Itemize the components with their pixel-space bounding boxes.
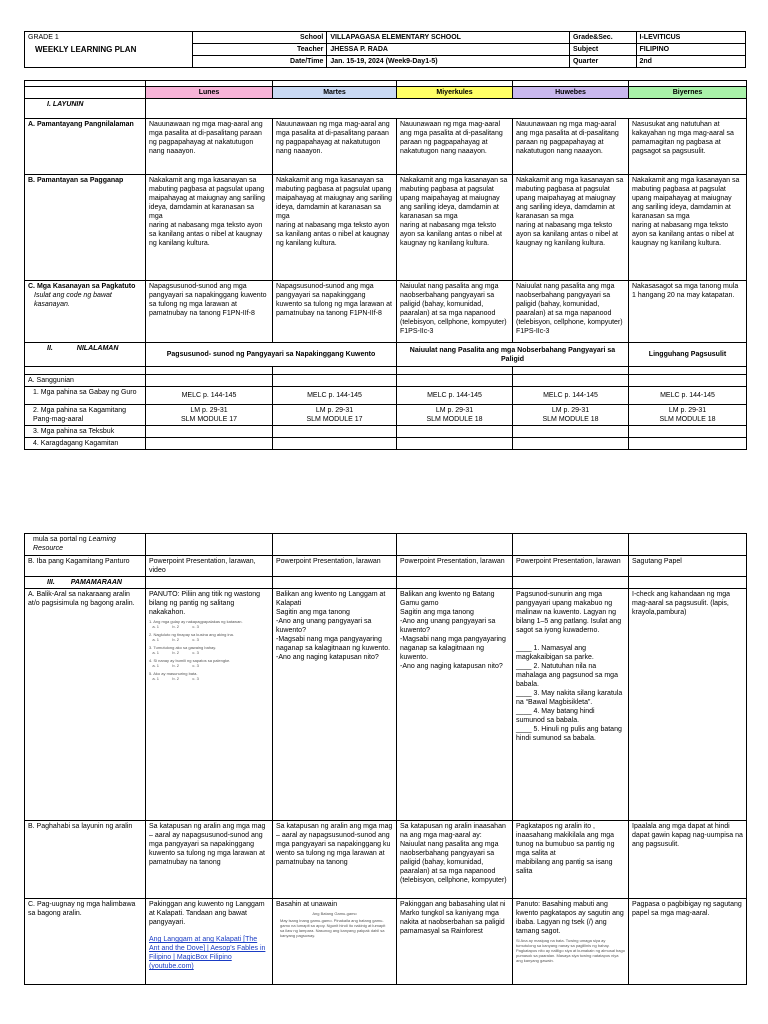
- grade-label: GRADE 1: [28, 34, 59, 41]
- row-c-cell: Napagsusunod-sunod ang mga pangyayari sa napakinggang kuwento sa tulong ng mga larawan at pamatnubay na tanong F1PN-IIf-8: [146, 281, 273, 343]
- grade-sec-value: I-LEVITICUS: [636, 32, 745, 44]
- teacher-label: Teacher: [193, 44, 327, 56]
- iba-cell: Powerpoint Presentation, larawan: [397, 556, 513, 577]
- ugnay-cell-lunes: [146, 899, 273, 985]
- nilalaman-biyernes: Lingguhang Pagsusulit: [629, 343, 747, 367]
- kagamitan-cell: LM p. 29-31 SLM MODULE 17: [146, 405, 273, 426]
- ugnay-cell-huwebes: [513, 899, 629, 985]
- row-a-cell: Nauunawaan ng mga mag-aaral ang mga pasalita at di-pasalitang paraan ng pagpapahayag at nakatutugon nang naaayon.: [397, 119, 513, 175]
- ugnay-huwebes-text: Panuto: Basahing mabuti ang kwento pagkatapos ay sagutin ang ibaba. Lagyan ng tsek (/) ang tamang sagot.: [516, 901, 624, 935]
- kagamitan-cell: LM p. 29-31 SLM MODULE 18: [513, 405, 629, 426]
- day-header-martes: Martes: [273, 87, 397, 99]
- ugnay-cell-miyerkules: Pakinggan ang babasahing ulat ni Marko tungkol sa kaniyang mga nakita at naobserbahan sa paligid pamamasyal sa Rainforest: [397, 899, 513, 985]
- plan-table-page2: [24, 533, 747, 985]
- nilalaman-miyerkules-huwebes: Naiuulat nang Pasalita ang mga Nobserbahang Pangyayari sa Paligid: [397, 343, 629, 367]
- quiz-choices: a. 1 b. 2 c. 3: [149, 637, 199, 642]
- ugnay-label: C. Pag-uugnay ng mga halimbawa sa bagong aralin.: [25, 899, 146, 985]
- balik-lunes-title: PANUTO: Piliin ang titik ng wastong bilang ng pantig ng salitang nakakahon.: [149, 591, 261, 616]
- balik-cell-biyernes: I-check ang kahandaan ng mga mag-aaral sa pagsusulit. (lapis, krayola,pambura): [629, 589, 747, 821]
- balik-cell-miyerkules: Balikan ang kwento ng Batang Gamu gamo Sagitin ang mga tanong -Ano ang unang pangyayari sa kuwento? -Magsabi nang mga pangyayaring naganap sa kalagitnaan ng kuwento. -Ano ang naging katapusan nito?: [397, 589, 513, 821]
- page-two: [24, 533, 746, 985]
- row-a-cell: Nauunawaan ng mga mag-aaral ang mga pasalita at di-pasalitang paraan ng pagpapahayag at nakatutugon nang naaayon.: [146, 119, 273, 175]
- gabay-cell: MELC p. 144-145: [146, 387, 273, 405]
- pag-cell: Sa katapusan ng aralin inaasahan na ang mga mag-aaral ay: Naiuulat nang pasalita ang mga naobserbahang pangyayari sa paligid (bahay, komunidad, paaralan) at sa mga napanood (telebisyon, cellphone, kompyuter): [397, 821, 513, 899]
- grade-sec-label: Grade&Sec.: [569, 32, 636, 44]
- day-header-lunes: Lunes: [146, 87, 273, 99]
- row-b-cell: Nakakamit ang mga kasanayan sa mabuting pagbasa at pagsulat upang maipahayag at maiugnay ang sariling ideya, damdamin at karanasan sa mga naring at nabasang mga teksto ayon sa kanilang antas o nibel at kaugnay ng kanilang kultura.: [146, 175, 273, 281]
- day-header-huwebes: Huwebes: [513, 87, 629, 99]
- pag-label: B. Paghahabi sa layunin ng aralin: [25, 821, 146, 899]
- row-c-sublabel: Isulat ang code ng bawat kasanayan.: [34, 292, 112, 308]
- story-text-small: Si Ana ay masipag na bata. Tuwing umaga siya ay tumutulong sa kanyang nanay sa paglilinis ng bahay. Pagkatapos nito ay naliligo siya at kumakain ng almusal bago pumasok sa paaralan. Masaya siya tuwing natatapos niya ang kanyang gawain.: [516, 938, 625, 963]
- portal-label-cell: [25, 534, 146, 556]
- gabay-cell: MELC p. 144-145: [513, 387, 629, 405]
- balik-cell-lunes: [146, 589, 273, 821]
- section-pamamaraan-num: III.: [47, 579, 55, 586]
- iba-cell: Sagutang Papel: [629, 556, 747, 577]
- ugnay-cell-martes: [273, 899, 397, 985]
- balik-cell-huwebes: Pagsunod-sunurin ang mga pangyayari upang makabuo ng malinaw na kuwento. Lagyan ng bilang 1–5 ang patlang. Isulat ang sagot sa iyong kuwaderno. ____ 1. Namasyal ang magkakaibigan sa parke. ____ 2. Natutuhan nila na mahalaga ang pagsunod sa mga babala. ____ 3. May nakita silang karatula na “Bawal Magbisikleta”. ____ 4. May batang hindi sumunod sa babala. ____ 5. Hinuli ng pulis ang batang hindi sumunod sa babala.: [513, 589, 629, 821]
- gabay-cell: MELC p. 144-145: [629, 387, 747, 405]
- balik-cell-martes: Balikan ang kwento ng Langgam at Kalapati Sagitin ang mga tanong -Ano ang unang pangyayari sa kuwento? -Magsabi nang mga pangyayaring naganap sa kalagitnaan ng kuwento. -Ano ang naging katapusan nito?: [273, 589, 397, 821]
- row-b-cell: Nakakamit ang mga kasanayan sa mabuting pagbasa at pagsulat upang maipahayag at maiugnay ang sariling ideya, damdamin at karanasan sa mga naring at nabasang mga teksto ayon sa kanilang antas o nibel at kaugnay ng kanilang kultura.: [629, 175, 747, 281]
- pag-cell: Ipaalala ang mga dapat at hindi dapat gawin kapag nag-uumpisa na ang pagsusulit.: [629, 821, 747, 899]
- quiz-choices: a. 1 b. 2 c. 3: [149, 624, 199, 629]
- header-table: [24, 31, 746, 68]
- kagamitan-cell: LM p. 29-31 SLM MODULE 17: [273, 405, 397, 426]
- row-a-cell: Nasusukat ang natutuhan at kakayahan ng mga mag-aaral sa pamamagitan ng pagbasa at pagsagot sa pagsusulit.: [629, 119, 747, 175]
- row-a-cell: Nauunawaan ng mga mag-aaral ang mga pasalita at di-pasalitang paraan ng pagpapahayag at nakatutugon nang naaayon.: [273, 119, 397, 175]
- row-b-cell: Nakakamit ang mga kasanayan sa mabuting pagbasa at pagsulat upang maipahayag at maiugnay ang sariling ideya, damdamin at karanasan sa mga naring at nabasang mga teksto ayon sa kanilang antas o nibel at kaugnay ng kanilang kultura.: [397, 175, 513, 281]
- row-b-label: B. Pamantayan sa Pagganap: [25, 175, 146, 281]
- gabay-label: 1. Mga pahina sa Gabay ng Guro: [25, 387, 146, 405]
- quarter-label: Quarter: [569, 56, 636, 68]
- day-header-miyerkules: Miyerkules: [397, 87, 513, 99]
- subject-label: Subject: [569, 44, 636, 56]
- balik-label: A. Balik-Aral sa nakaraang aralin at/o pagsisimula ng bagong aralin.: [25, 589, 146, 821]
- iba-cell: Powerpoint Presentation, larawan: [513, 556, 629, 577]
- datetime-label: Date/Time: [193, 56, 327, 68]
- ugnay-lunes-text: Pakinggan ang kuwento ng Langgam at Kalapati. Tandaan ang bawat pangyayari.: [149, 901, 265, 926]
- story-text: May isang inang gamu-gamo. Pinakaila ang batang gamu-gamo na lumapit sa apoy. Ngunit hindi ito nakinig at lumapit sa ilaw ng lampara. Nasunog ang kanyang pakpak dahil sa kanyang pagsuway.: [280, 918, 386, 938]
- plan-table-page1: [24, 80, 747, 450]
- quiz-choices: a. 1 b. 2 c. 3: [149, 676, 199, 681]
- day-header-biyernes: Biyernes: [629, 87, 747, 99]
- section-nilalaman-num: II.: [47, 345, 53, 352]
- datetime-value: Jan. 15-19, 2024 (Week9-Day1-5): [327, 56, 570, 68]
- quiz-choices: a. 1 b. 2 c. 3: [149, 663, 199, 668]
- quiz-line: 2. Nagluluto ng tinapay sa kusina ang aking ina.: [149, 632, 234, 637]
- quarter-value: 2nd: [636, 56, 745, 68]
- teksbuk-label: 3. Mga pahina sa Teksbuk: [25, 426, 146, 438]
- sanggunian-label: A. Sanggunian: [25, 375, 146, 387]
- karagdagang-label: 4. Karagdagang Kagamitan: [25, 438, 146, 450]
- school-label: School: [193, 32, 327, 44]
- iba-label: B. Iba pang Kagamitang Panturo: [25, 556, 146, 577]
- row-a-label: A. Pamantayang Pangnilalaman: [25, 119, 146, 175]
- gabay-cell: MELC p. 144-145: [397, 387, 513, 405]
- kagamitan-cell: LM p. 29-31 SLM MODULE 18: [629, 405, 747, 426]
- iba-cell: Powerpoint Presentation, larawan: [273, 556, 397, 577]
- iba-cell: Powerpoint Presentation, larawan, video: [146, 556, 273, 577]
- section-nilalaman: [25, 343, 146, 367]
- subject-value: FILIPINO: [636, 44, 745, 56]
- row-a-cell: Nauunawaan ng mga mag-aaral ang mga pasalita at di-pasalitang paraan ng pagpapahayag at nakatutugon nang naaayon.: [513, 119, 629, 175]
- row-c-cell: Nakasasagot sa mga tanong mula 1 hangang 20 na may katapatan.: [629, 281, 747, 343]
- ugnay-martes-text: Basahin at unawain: [276, 901, 338, 908]
- kagamitan-cell: LM p. 29-31 SLM MODULE 18: [397, 405, 513, 426]
- story-title: Ang Batang Gamu-gamo: [312, 911, 357, 916]
- row-c-label: C. Mga Kasanayan sa Pagkatuto: [28, 283, 136, 290]
- row-b-cell: Nakakamit ang mga kasanayan sa mabuting pagbasa at pagsulat upang maipahayag at maiugnay ang sariling ideya, damdamin at karanasan sa mga naring at nabasang mga teksto ayon sa kanilang antas o nibel at kaugnay ng kanilang kultura.: [273, 175, 397, 281]
- plan-title: WEEKLY LEARNING PLAN: [25, 44, 193, 68]
- gabay-cell: MELC p. 144-145: [273, 387, 397, 405]
- portal-label-italic: Learning Resource: [33, 536, 116, 552]
- quiz-choices: a. 1 b. 2 c. 3: [149, 650, 199, 655]
- section-layunin: I. LAYUNIN: [25, 99, 146, 119]
- quiz-line: 3. Tumutulong ako sa gawaing bahay.: [149, 645, 217, 650]
- pag-cell: Sa katapusan ng aralin ang mga mag – aaral ay napagsusunod-sunod ang mga pangyayari sa napakinggang kuwento sa tulong ng mga larawan at pamatnubay na tanong: [146, 821, 273, 899]
- row-c-cell: Naiuulat nang pasalita ang mga naobserbahang pangyayari sa paligid (bahay, komunidad, paaralan) at sa mga napanood (telebisyon, cellphone, kompyuter) F1PS-IIc-3: [397, 281, 513, 343]
- section-nilalaman-label: NILALAMAN: [76, 345, 119, 352]
- row-c-label-cell: [25, 281, 146, 343]
- row-b-cell: Nakakamit ang mga kasanayan sa mabuting pagbasa at pagsulat upang maipahayag at maiugnay ang sariling ideya, damdamin at karanasan sa mga naring at nabasang mga teksto ayon sa kanilang antas o nibel at kaugnay ng kanilang kultura.: [513, 175, 629, 281]
- teacher-value: JHESSA P. RADA: [327, 44, 570, 56]
- row-c-cell: Napagsusunod-sunod ang mga pangyayari sa napakinggang kuwento sa tulong ng mga larawan at pamatnubay na tanong F1PN-IIf-8: [273, 281, 397, 343]
- school-value: VILLAPAGASA ELEMENTARY SCHOOL: [327, 32, 570, 44]
- ugnay-cell-biyernes: Pagpasa o pagbibigay ng sagutang papel sa mga mag-aaral.: [629, 899, 747, 985]
- pag-cell: Pagkatapos ng aralin ito , inaasahang makikilala ang mga tunog na bumubuo sa pantig ng mga salita at mabibilang ang pantig sa isang salita: [513, 821, 629, 899]
- quiz-line: 1. Ang mga gulay ay nakapagpapalakas ng katawan.: [149, 619, 243, 624]
- portal-label: mula sa portal ng: [33, 536, 87, 543]
- quiz-line: 5. Ako ay masunuring bata.: [149, 671, 198, 676]
- kagamitan-label: 2. Mga pahina sa Kagamitang Pang-mag-aaral: [25, 405, 146, 426]
- page-one: [24, 31, 746, 450]
- nilalaman-lunes-martes: Pagsusunod- sunod ng Pangyayari sa Napakinggang Kuwento: [146, 343, 397, 367]
- grade-cell: [25, 32, 193, 44]
- section-pamamaraan-label: PAMAMARAAN: [70, 579, 122, 586]
- section-pamamaraan: [25, 577, 146, 589]
- pag-cell: Sa katapusan ng aralin ang mga mag – aaral ay napagsusunod-sunod ang mga pangyayari sa napakinggang ku wento sa tulong ng mga larawan at pamatnubay na tanong: [273, 821, 397, 899]
- quiz-line: 4. Si nanay ay bumili ng sapatos sa palengke.: [149, 658, 231, 663]
- youtube-link[interactable]: Ang Langgam at ang Kalapati [The Ant and the Dove] | Aesop's Fables in Filipino | MagicBox Filipino (youtube.com): [149, 936, 266, 970]
- row-c-cell: Naiuulat nang pasalita ang mga naobserbahang pangyayari sa paligid (bahay, komunidad, paaralan) at sa mga napanood (telebisyon, cellphone, kompyuter) F1PS-IIc-3: [513, 281, 629, 343]
